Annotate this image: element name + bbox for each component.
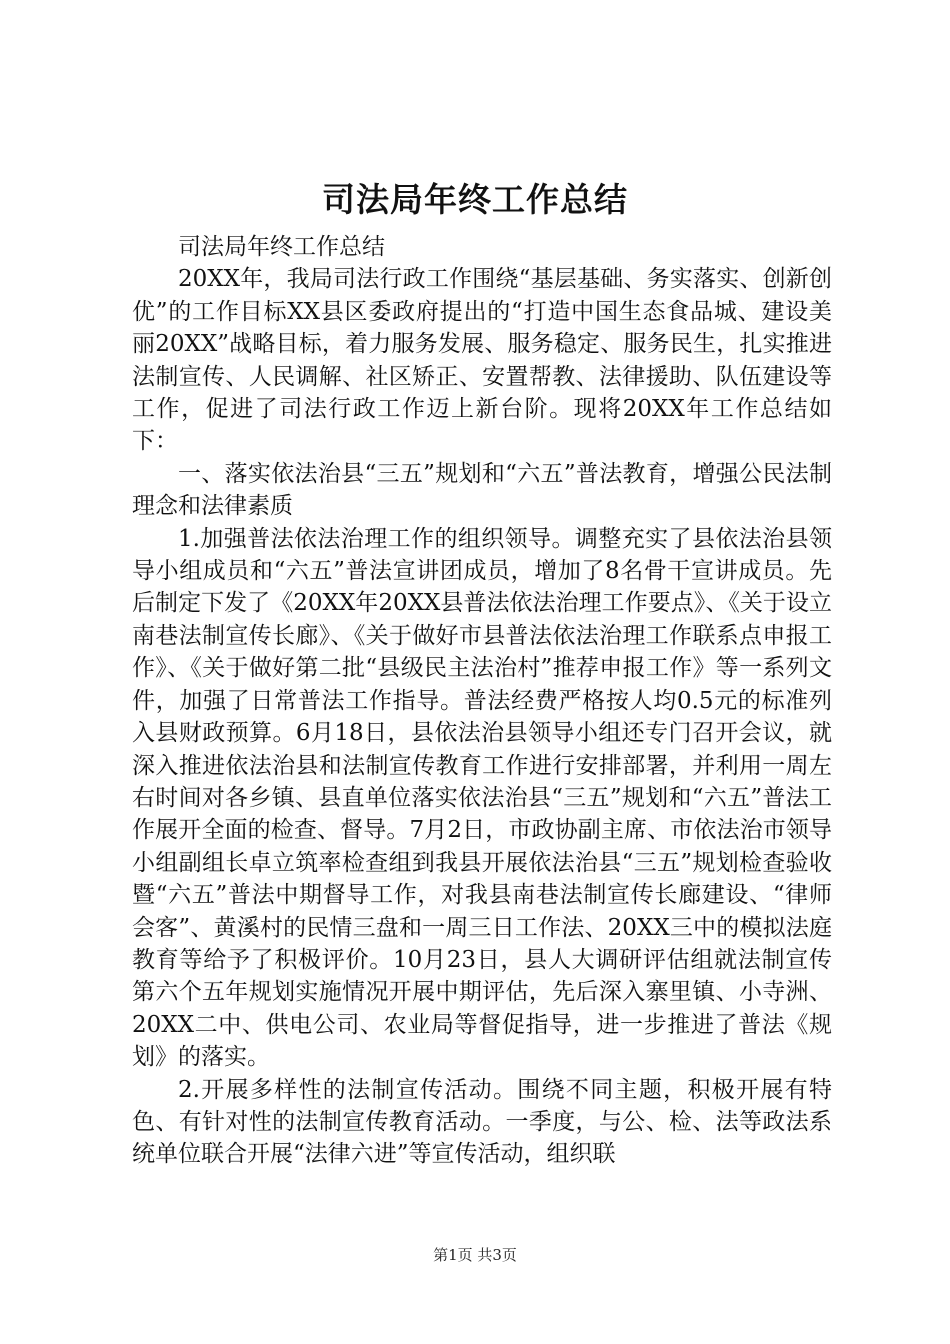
intro-paragraph: 20XX年，我局司法行政工作围绕“基层基础、务实落实、创新创优”的工作目标XX县区委政府提出的“打造中国生态食品城、建设美丽20XX”战略目标，着力服务发展、服务稳定、服务民生，扎实推进法制宣传、人民调解、社区矫正、安置帮教、法律援助、队伍建设等工作，促进了司法行政工作迈上新台阶。现将20XX年工作总结如下： bbox=[132, 266, 832, 455]
document-title: 司法局年终工作总结 bbox=[322, 180, 628, 219]
subtitle-paragraph: 司法局年终工作总结 bbox=[178, 234, 385, 260]
body-paragraph: 2.开展多样性的法制宣传活动。围绕不同主题，积极开展有特色、有针对性的法制宣传教育活动。一季度，与公、检、法等政法系统单位联合开展“法律六进”等宣传活动，组织联 bbox=[132, 1076, 832, 1168]
page-footer: 第1页 共3页 bbox=[433, 1246, 517, 1264]
body-paragraph: 1.加强普法依法治理工作的组织领导。调整充实了县依法治县领导小组成员和“六五”普法宣讲团成员，增加了8名骨干宣讲成员。先后制定下发了《20XX年20XX县普法依法治理工作要点》、《关于设立南巷法制宣传长廊》、《关于做好市县普法依法治理工作联系点申报工作》、《关于做好第二批“县级民主法治村”推荐申报工作》等一系列文件，加强了日常普法工作指导。普法经费严格按人均0.5元的标准列入县财政预算。6月18日，县依法治县领导小组还专门召开会议，就深入推进依法治县和法制宣传教育工作进行安排部署，并利用一周左右时间对各乡镇、县直单位落实依法治县“三五”规划和“六五”普法工作展开全面的检查、督导。7月2日，市政协副主席、市依法治市领导小组副组长卓立筑率检查组到我县开展依法治县“三五”规划检查验收暨“六五”普法中期督导工作，对我县南巷法制宣传长廊建设、“律师会客”、黄溪村的民情三盘和一周三日工作法、20XX三中的模拟法庭教育等给予了积极评价。10月23日，县人大调研评估组就法制宣传第六个五年规划实施情况开展中期评估，先后深入寨里镇、小寺洲、20XX二中、供电公司、农业局等督促指导，进一步推进了普法《规划》的落实。 bbox=[132, 525, 832, 1071]
section-heading: 一、落实依法治县“三五”规划和“六五”普法教育，增强公民法制理念和法律素质 bbox=[132, 460, 832, 520]
document-body bbox=[132, 231, 832, 1171]
